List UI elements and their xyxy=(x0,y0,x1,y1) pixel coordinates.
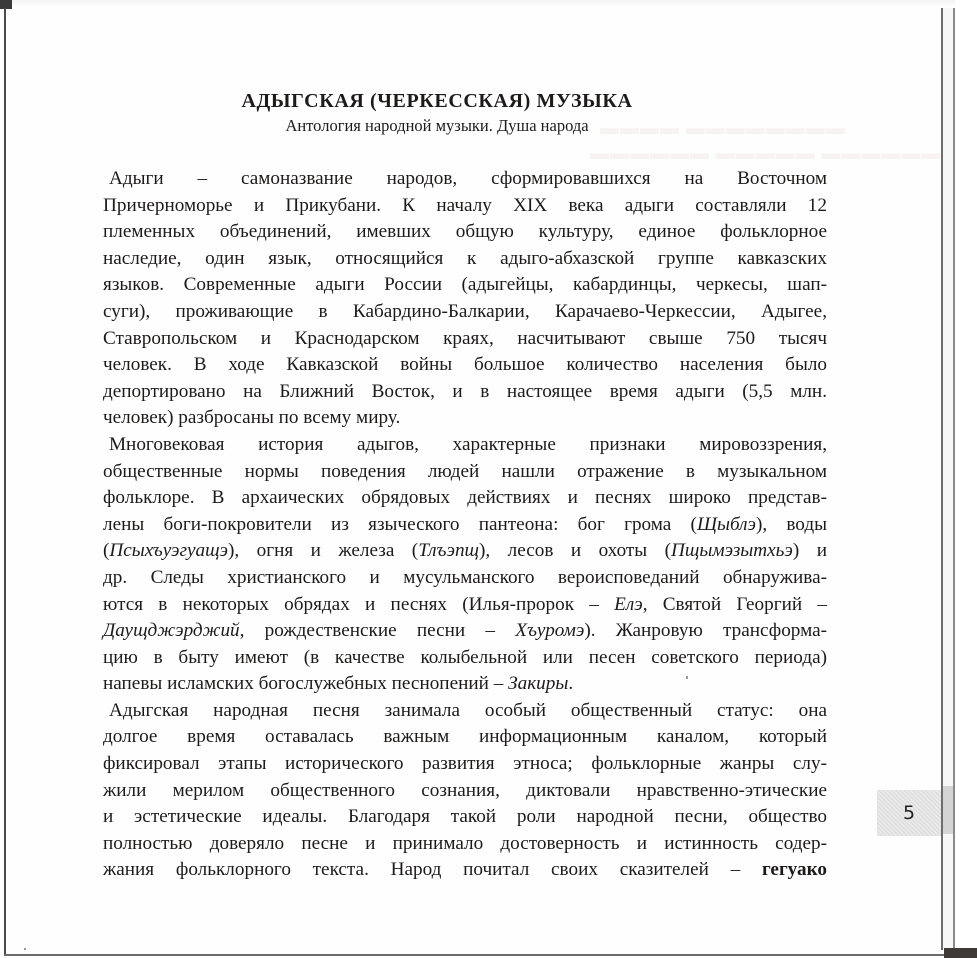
text-line: языков. Современные адыги России (адыгейцы, кабардинцы, черкесы, шап- xyxy=(103,274,827,296)
text-run: жания фольклорного текста. Народ почитал своих сказителей – xyxy=(103,859,762,881)
text-run: , рождественские песни – xyxy=(239,620,516,642)
scan-margin xyxy=(955,0,977,958)
scan-corner-mark-bottom xyxy=(944,948,977,958)
body-text xyxy=(97,166,827,884)
text-line: племенных объединений, имевших общую культуру, единое фольклорное xyxy=(103,221,827,243)
text-line xyxy=(97,857,827,884)
bleed-through-text: ▬▬▬▬▬▬ ▬▬▬▬▬ ▬▬▬▬▬▬ xyxy=(590,143,942,164)
text-line xyxy=(97,512,827,539)
text-line: Адыги – самоназвание народов, сформировавшихся на Восточном xyxy=(109,168,827,189)
page-title: АДЫГСКАЯ (ЧЕРКЕССКАЯ) МУЗЫКА xyxy=(241,90,633,112)
text-run: . xyxy=(568,673,574,695)
song-genre: Хъуромэ xyxy=(515,620,585,642)
text-run: ), воды xyxy=(755,513,827,535)
text-run: ( xyxy=(103,540,110,562)
scan-speck xyxy=(24,948,26,950)
deity-name: Пщымэзытхьэ xyxy=(671,540,793,562)
text-line: фиксировал этапы исторического развития этноса; фольклорные жанры слу- xyxy=(103,753,827,775)
text-line: депортировано на Ближний Восток, и в настоящее время адыги (5,5 млн. xyxy=(103,380,827,402)
page-number-tab xyxy=(877,790,941,836)
text-line: наследие, один язык, относящийся к адыго-абхазской группе кавказских xyxy=(103,247,827,269)
text-run: лены боги-покровители из языческого пантеона: бог грома ( xyxy=(103,513,697,535)
deity-name: Щыблэ xyxy=(696,513,756,535)
text-run: напевы исламских богослужебных песнопений – xyxy=(103,673,509,695)
page-subtitle: Антология народной музыки. Душа народа xyxy=(285,116,589,135)
text-run: ), лесов и охоты ( xyxy=(479,540,672,562)
saint-name: Даущджэрджий xyxy=(103,620,240,642)
page-tab-edge xyxy=(943,786,953,834)
scan-speck xyxy=(686,676,688,679)
deity-name: Псыхъуэгуащэ xyxy=(109,540,229,562)
text-line xyxy=(97,671,827,698)
text-line xyxy=(97,618,827,645)
page-number: 5 xyxy=(902,802,916,824)
text-line xyxy=(97,592,827,619)
text-line: жили мерилом общественного сознания, диктовали нравственно-этические xyxy=(103,779,827,801)
paragraph-2 xyxy=(97,432,827,698)
text-line: и эстетические идеалы. Благодаря такой роли народной песни, общество xyxy=(103,806,827,828)
term-gegyako: гегуако xyxy=(761,859,827,881)
text-line: общественные нормы поведения людей нашли отражение в музыкальном xyxy=(103,460,827,482)
text-line xyxy=(97,538,827,565)
scan-top-edge xyxy=(0,0,977,6)
text-line: Причерноморье и Прикубани. К началу XIX века адыги составляли 12 xyxy=(103,194,827,216)
text-run: ) и xyxy=(792,540,827,562)
text-line: человек. В ходе Кавказской войны большое количество населения было xyxy=(103,354,827,376)
text-line: др. Следы христианского и мусульманского вероисповеданий обнаружива- xyxy=(103,566,827,588)
bleed-through-text: ▬▬▬▬ ▬▬▬▬▬▬▬▬ xyxy=(600,118,846,139)
scan-corner-mark xyxy=(0,0,12,9)
text-run: ются в некоторых обрядах и песнях (Илья-пророк – xyxy=(103,593,615,615)
page-left-edge xyxy=(4,8,6,955)
text-line: суги), проживающие в Кабардино-Балкарии, Карачаево-Черкессии, Адыгее, xyxy=(103,300,827,322)
page-bottom-edge xyxy=(4,954,944,956)
text-line: долгое время оставалась важным информационным каналом, который xyxy=(103,726,827,748)
text-line: Ставропольском и Краснодарском краях, насчитывают свыше 750 тысяч xyxy=(103,327,827,349)
text-line: цию в быту имеют (в качестве колыбельной или песен советского периода) xyxy=(103,646,827,668)
text-line: фольклоре. В архаических обрядовых действиях и песнях широко представ- xyxy=(103,487,827,509)
text-line: человек) разбросаны по всему миру. xyxy=(103,407,401,429)
song-genre: Закиры xyxy=(508,673,569,695)
text-line: Многовековая история адыгов, характерные признаки мировоззрения, xyxy=(109,433,827,455)
text-line: Адыгская народная песня занимала особый общественный статус: она xyxy=(109,699,827,721)
text-run: ). Жанровую трансформа- xyxy=(584,620,828,642)
text-run: , Святой Георгий – xyxy=(642,593,827,615)
saint-name: Елэ xyxy=(614,593,643,615)
text-run: ), огня и железа ( xyxy=(228,540,419,562)
paragraph-3 xyxy=(97,698,827,884)
paragraph-1 xyxy=(97,166,827,432)
deity-name: Тлъэпщ xyxy=(418,540,480,562)
text-line: полностью доверяло песне и принимало достоверность и истинность содер- xyxy=(103,832,827,854)
